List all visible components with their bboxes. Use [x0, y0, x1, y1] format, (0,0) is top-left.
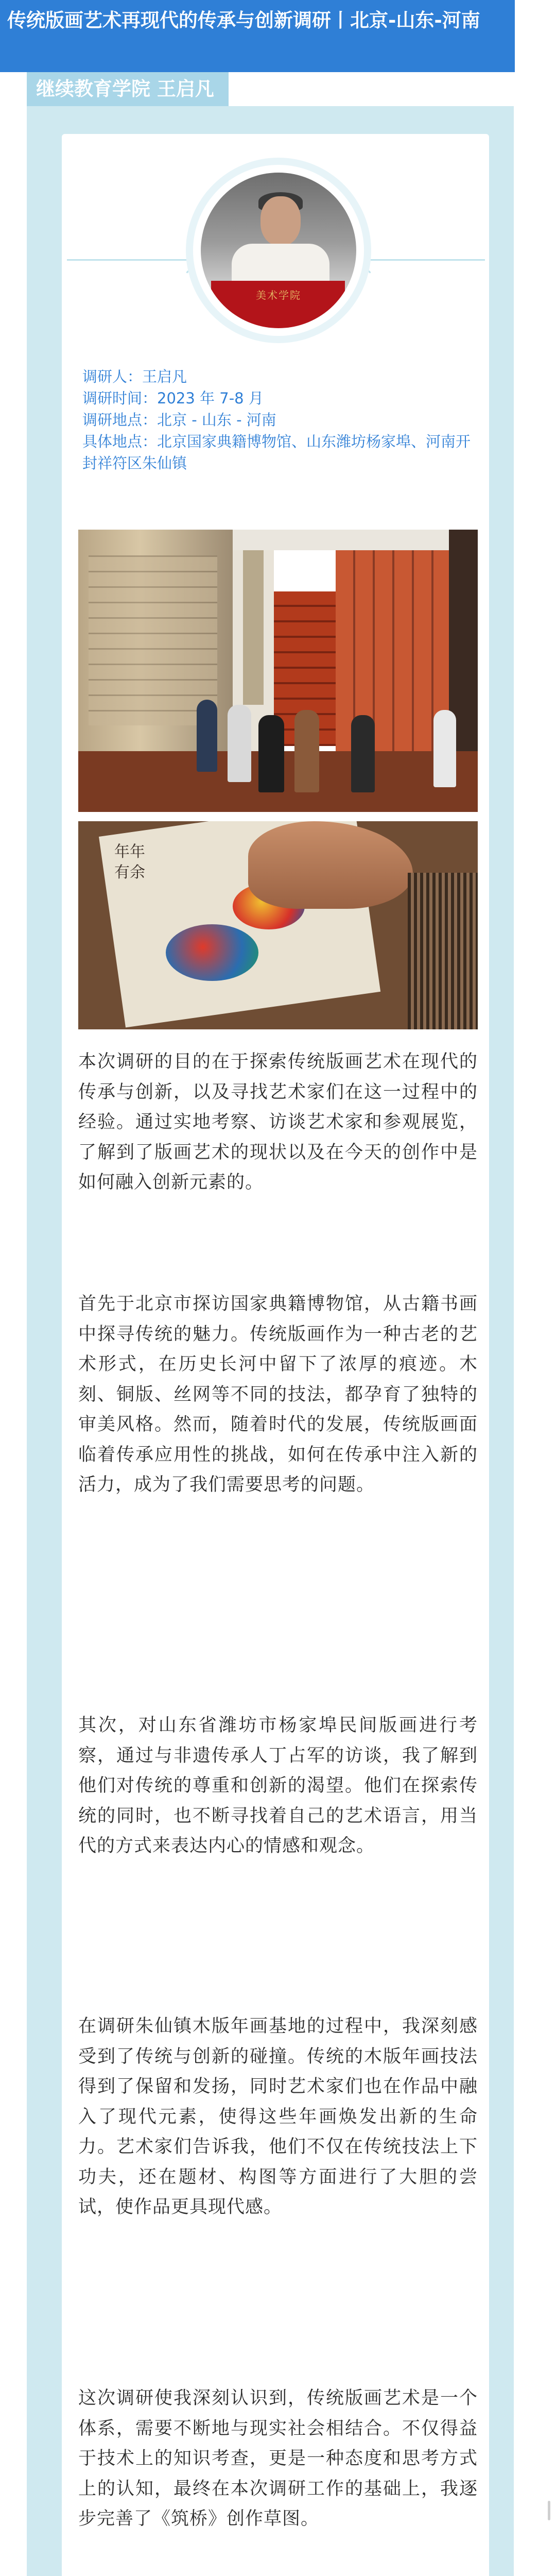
author-banner: 继续教育学院 王启凡	[27, 72, 229, 106]
info-researcher: 调研人：王启凡	[82, 368, 187, 385]
museum-photo	[78, 530, 478, 812]
carving-tools	[408, 873, 478, 1029]
author-avatar	[201, 173, 356, 328]
podium-logo-text: 美术学院	[256, 289, 301, 301]
print-caption: 年年 有余	[114, 843, 145, 882]
paragraph: 本次调研的目的在于探索传统版画艺术在现代的传承与创新，以及寻找艺术家们在这一过程中的经验。通过实地考察、访谈艺术家和参观展览，了解到了版画艺术的现状以及在今天的创作中是如何融入创新元素的。	[78, 1052, 478, 1193]
paragraph: 其次，对山东省潍坊市杨家埠民间版画进行考察，通过与非遗传承人丁占军的访谈，我了解到他们对传统的尊重和创新的渴望。他们在探索传统的同时，也不断寻找着自己的艺术语言，用当代的方式来表达内心的情感和观念。	[78, 1715, 478, 1856]
info-place: 调研地点：北京 - 山东 - 河南	[82, 411, 276, 429]
paragraph: 首先于北京市探访国家典籍博物馆，从古籍书画中探寻传统的魅力。传统版画作为一种古老的艺术形式，在历史长河中留下了浓厚的痕迹。木刻、铜版、丝网等不同的技法，都孕育了独特的审美风格。然而，随着时代的发展，传统版画面临着传承应用性的挑战，如何在传承中注入新的活力，成为了我们需要思考的问题。	[78, 1294, 478, 1495]
visitor-figure	[294, 710, 319, 792]
info-detail: 具体地点：北京国家典籍博物馆、山东潍坊杨家埠、河南开封祥符区朱仙镇	[82, 433, 471, 472]
decorative-line-left	[67, 259, 190, 261]
print-fish-figure	[166, 924, 258, 981]
visitor-figure	[197, 700, 217, 772]
research-info	[82, 366, 474, 474]
museum-inscription	[243, 550, 264, 705]
article-title: 传统版画艺术再现代的传承与创新调研丨北京-山东-河南	[0, 0, 515, 72]
paragraph: 在调研朱仙镇木版年画基地的过程中，我深刻感受到了传统与创新的碰撞。传统的木版年画技法得到了保留和发扬，同时艺术家们也在作品中融入了现代元素，使得这些年画焕发出新的生命力。艺术家们告诉我，他们不仅在传统技法上下功夫，还在题材、构图等方面进行了大胆的尝试，使作品更具现代感。	[78, 2016, 478, 2217]
visitor-figure	[351, 715, 375, 792]
paragraph: 这次调研使我深刻认识到，传统版画艺术是一个体系，需要不断地与现实社会相结合。不仅得益于技术上的知识考查，更是一种态度和思考方式上的认知，最终在本次调研工作的基础上，我逐步完善了《筑桥》创作草图。	[78, 2388, 478, 2529]
woodblock-print-photo	[78, 821, 478, 1029]
scrollbar-thumb[interactable]	[548, 2501, 550, 2520]
visitor-figure	[258, 715, 284, 792]
visitor-figure	[433, 710, 456, 787]
avatar-head	[260, 196, 301, 246]
info-time: 调研时间：2023 年 7-8 月	[82, 389, 264, 407]
visitor-figure	[228, 705, 251, 782]
decorative-line-right	[367, 259, 485, 261]
